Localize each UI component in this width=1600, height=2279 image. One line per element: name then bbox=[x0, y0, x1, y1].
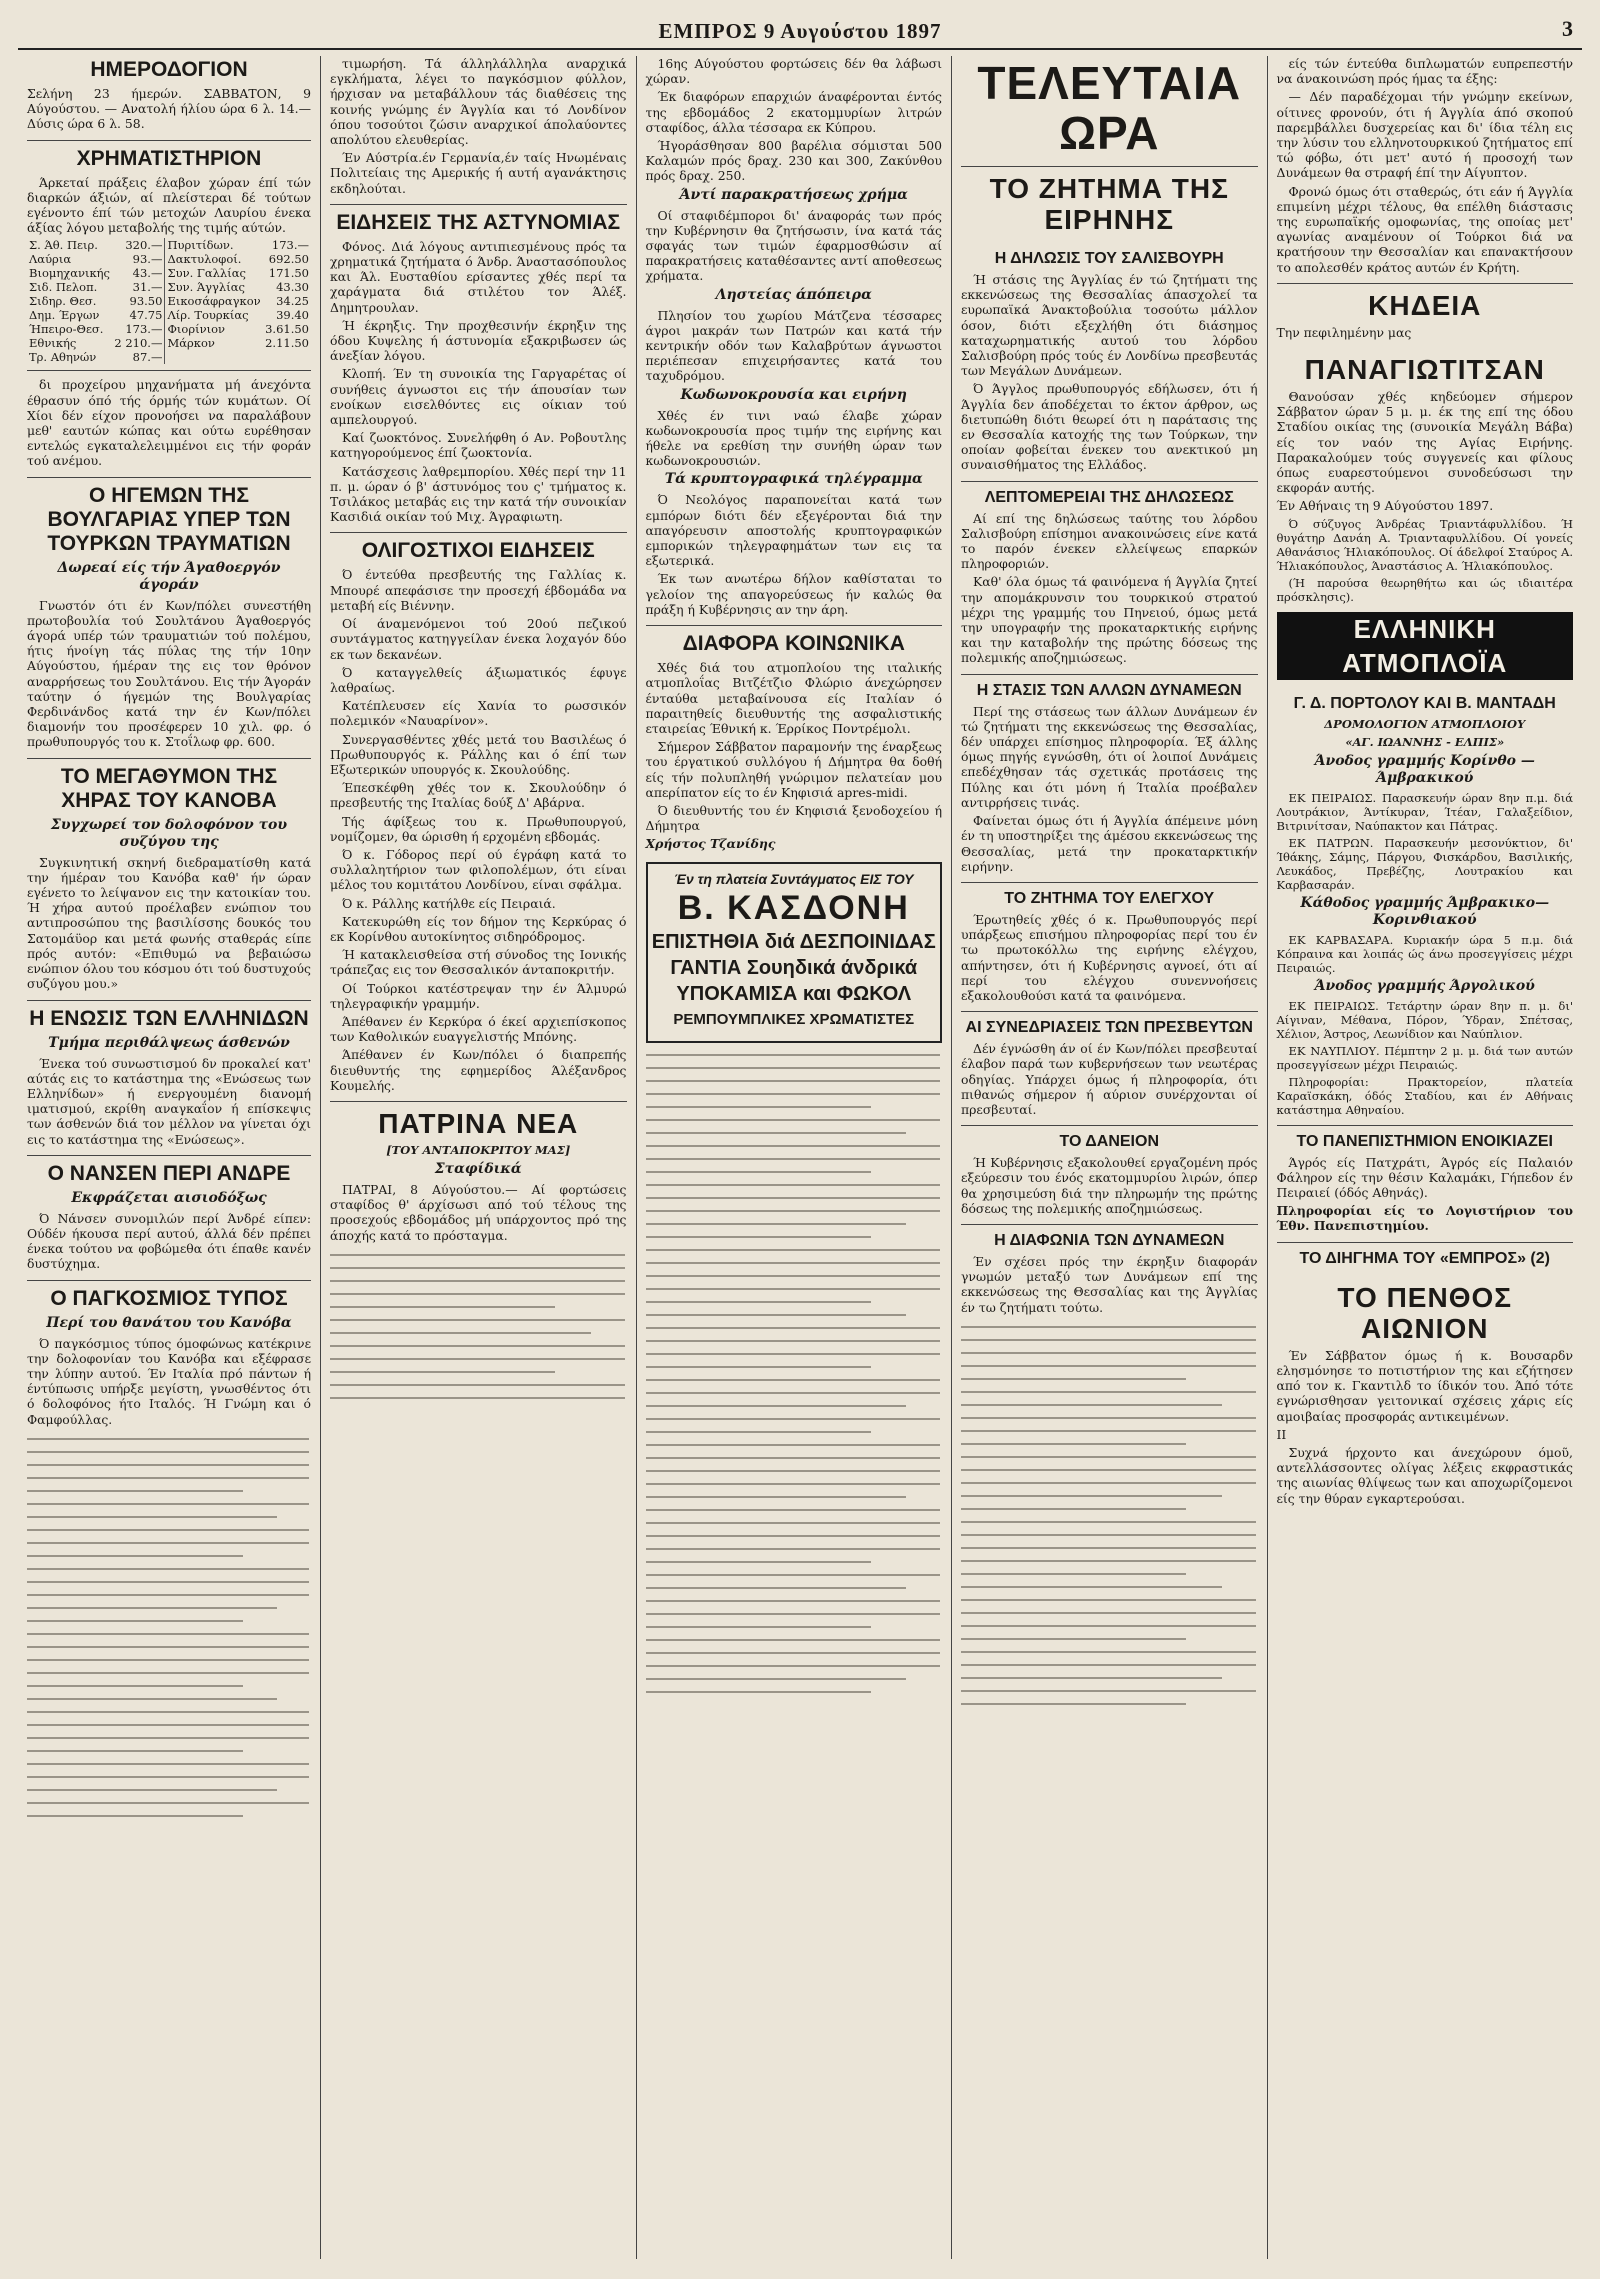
exchange-row bbox=[27, 350, 311, 364]
exchange-price bbox=[263, 350, 311, 364]
masthead bbox=[18, 14, 1582, 50]
heading-statement-details: ΛΕΠΤΟΜΕΡΕΙΑΙ ΤΗΣ ΔΗΛΩΣΕΩΣ bbox=[961, 481, 1258, 507]
exchange-price: 47.75 bbox=[112, 308, 165, 322]
heading-nansen: Ο ΝΑΝΣΕΝ ΠΕΡΙ ΑΝΔΡΕ bbox=[27, 1155, 311, 1186]
article-text: Δέν έγνώσθη άν οί έν Κων/πόλει πρεσβευταί έλαβον παρά των κυβερνήσεων των νεωτέρας οδηγίας. Υπάρχει όμως ή πληροφορία, ότι πιθανώς σήμερον ή αύριον συνέρχονται οί πρεσβευταί. bbox=[961, 1041, 1258, 1117]
article-text: Άγρός είς Πατχράτι, Άγρός είς Παλαιόν Φάληρον είς την θέσιν Καλαμάκι, Γήπεδον έν Πειραιεί (όδός Αθηνάς). bbox=[1276, 1154, 1573, 1201]
exchange-row bbox=[27, 322, 311, 336]
brief-item: Ό καταγγελθείς άξιωματικός έφυγε λαθραίως. bbox=[330, 664, 627, 695]
exchange-name: Πυριτίδων. bbox=[167, 238, 234, 253]
exchange-price: 31.— bbox=[112, 280, 165, 294]
article-text: Γνωστόν ότι έν Κων/πόλει συνεστήθη πρωτοβουλία τού Σουλτάνου Άγαθοεργός άγορά υπέρ τών τραυματιών τού πολέμου, ήτις ήνοίγη τάς πύλας της τήν 10ην Αύγούστου, ήμέραν της εις τον θρόνον αναρρήσεως του Σουλτάνου. Εις τήν Άγοράν ταύτην ό ήγεμών της Βουλγαρίας Φερδινάνδος κατά την έν Κων/πόλει διαμονήν του προσέφερεν 10 χιλ. φρ. ό πρωθυπουργός του κ. Στοΐλωφ φρ. 600. bbox=[27, 597, 311, 750]
exchange-price: 43.— bbox=[112, 266, 165, 280]
article-text: Οί σταφιδέμποροι δι' άναφοράς των πρός την Κυβέρνησιν θα ζητήσωσιν, ίνα κατά τάς σφαγάς των τιμών έφαρμοσθώσιν αί παρακρατήσεις καταθέσαντες αντί αποθεσεως χρήματα. bbox=[645, 207, 942, 284]
brief-item: Κατεκυρώθη είς τον δήμον της Κερκύρας ό εκ Κορίνθου αυτοκίνητος σιδηρόδρομος. bbox=[330, 913, 627, 944]
article-text: τιμωρήση. Τά άλληλάλληλα αναρχικά εγκλήματα, λέγει το παγκόσμιον φύλλον, ήρχισαν να μεταβάλλουν τάς διαθέσεις της κοινής γνώμης έν Άγγλία και τό Λονδίνον όπου τοσούτοι ζώσιν αναρχικοί άπολαύοντες απολύτου ελευθερίας. bbox=[330, 56, 627, 148]
heading-eternal-mourning: ΤΟ ΠΕΝΘΟΣ ΑΙΩΝΙΟΝ bbox=[1337, 1281, 1513, 1344]
subheading-schedule: ΔΡΟΜΟΛΟΓΙΟΝ ΑΤΜΟΠΛΟΙΟΥ bbox=[1324, 716, 1526, 731]
heading-police-news: ΕΙΔΗΣΕΙΣ ΤΗΣ ΑΣΤΥΝΟΜΙΑΣ bbox=[330, 204, 627, 235]
exchange-name: Βιομηχανικής bbox=[29, 266, 110, 281]
route-item: ΕΚ ΠΑΤΡΩΝ. Παρασκευήν μεσονύκτιον, δι' Ίθάκης, Σάμης, Πάργου, Φισκάρδου, Βασιλικής, Λευκάδος, Πρεβέζης, Λουτρακίου και Καρβασαράν. bbox=[1276, 835, 1573, 892]
signature: Χρήστος Τζανίδης bbox=[645, 836, 776, 852]
subheading-patients: Τμήμα περιθάλψεως άσθενών bbox=[48, 1034, 290, 1051]
exchange-name: Δημ. Έργων bbox=[29, 308, 100, 323]
article-text: Έν Αύστρία.έν Γερμανία,έν ταίς Ηνωμέναις Πολιτείαις της Αμερικής ή αυτή αγανάκτησις εκδηλούται. bbox=[330, 150, 627, 196]
article-text: δι προχείρου μηχανήματα μή άνεχόντα έθρασυν όπό τής όρμής τών κυμάτων. Οί Χίοι δέν είχον προνοήσει να παραλάβουν μεθ' εαυτών κώπας και ούτω ευρέθησαν εντελώς εγκαταλελειμμένοι εις τήν φοράν τού ανέμου. bbox=[27, 377, 311, 469]
article-text: Ό διευθυντής του έν Κηφισιά ξενοδοχείου ή Δήμητρα bbox=[645, 802, 942, 834]
heading-funeral: ΚΗΔΕΙΑ bbox=[1277, 283, 1574, 321]
brief-item: Κατέπλευσεν είς Χανία το ρωσσικόν πολεμικόν «Ναυαρίνον». bbox=[330, 698, 627, 729]
exchange-price: 2.11.50 bbox=[265, 336, 309, 351]
brief-item: Συνεργασθέντες χθές μετά του Βασιλέως ό Πρωθυπουργός κ. Ράλλης και ό έπί των Εξωτερικών υπουργός κ. Σκουλούδης. bbox=[330, 731, 627, 777]
article-text: Χθές διά του ατμοπλοίου της ιταλικής ατμοπλοΐας Βιτζέτζιο Φλώριο άνεχώρησεν ένταύθα μεταβαίνουσα είς Ιταλίαν ό παραιτηθείς διευθυντής της ασφαλιστικής εταιρείας Έθνική κ. Έρρίκος Ποντρέμολι. bbox=[645, 660, 942, 736]
brief-item: Άπέθανεν έν Κων/πόλει ό διαπρεπής διευθυντής της εφημερίδος Άλέξανδρος Κουμελής. bbox=[330, 1047, 627, 1093]
exchange-row bbox=[27, 294, 311, 308]
calendar-text: Σελήνη 23 ήμερών. ΣΑΒΒΑΤΟΝ, 9 Αύγούστου. — Ανατολή ήλίου ώρα 6 λ. 14.— Δύσις ώρα 6 λ. 58. bbox=[27, 86, 311, 132]
banner-greek-steamship: ΕΛΛΗΝΙΚΗ ΑΤΜΟΠΛΟΪΑ bbox=[1277, 612, 1574, 680]
heading-serial-story: ΤΟ ΔΙΗΓΗΜΑ ΤΟΥ «ΕΜΠΡΟΣ» (2) bbox=[1277, 1242, 1574, 1268]
exchange-table bbox=[27, 238, 311, 364]
text-continuation bbox=[961, 1326, 1258, 1705]
brief-item: Οί Τούρκοι κατέστρεψαν την έν Άλμυρώ τηλεγραφικήν γραμμήν. bbox=[330, 980, 627, 1011]
article-text: Φόνος. Διά λόγους αντιπιεσμένους πρός τα χρηματικά ζητήματα ό Άνδρ. Άναστασόπουλος και Άλ. Ευσταθίου ερίσαντες χθές περί τα χαράγματα διά στιλέτου τον Άλέξ. Δημητρουλαν. bbox=[330, 238, 627, 315]
heading-ambassadors: ΑΙ ΣΥΝΕΔΡΙΑΣΕΙΣ ΤΩΝ ΠΡΕΣΒΕΥΤΩΝ bbox=[961, 1011, 1258, 1037]
article-text: Ή στάσις της Άγγλίας έν τώ ζητήματι της εκκενώσεως της Θεσσαλίας άπασχολεί τα ευρωπαϊκά Άνακτοβούλια τοσούτω μάλλον όσον, διότι εξεχλήθη ότι διάσημος καταχωρηματικής αυτού του λόρδου Σαλισβούρη πρός τούς έν Λονδίνω πρεσβευτάς των Μεγάλων Δυνάμεων. bbox=[961, 272, 1258, 379]
exchange-row bbox=[27, 308, 311, 322]
brief-item: Άπέθανεν έν Κερκύρα ό έκεί αρχιεπίσκοπος των Καθολικών ευαγγελιστής Μπόνης. bbox=[330, 1013, 627, 1045]
heading-canovas-widow: ΤΟ ΜΕΓΑΘΥΜΟΝ ΤΗΣ ΧΗΡΑΣ ΤΟΥ ΚΑΝΟΒΑ bbox=[27, 758, 311, 813]
exchange-name: Σιδηρ. Θεσ. bbox=[29, 294, 97, 309]
route-item: ΕΚ ΠΕΙΡΑΙΩΣ. Παρασκευήν ώραν 8ην π.μ. διά Λουτράκιον, Άντίκυραν, Ίτέαν, Γαλαξείδιον, Βιτρινίτσαν, Ναύπακτον και Πάτρας. bbox=[1276, 790, 1573, 833]
article-text: Ένεκα τού συνωστισμού δν προκαλεί κατ' αύτάς εις το κατάστημα της «Ενώσεως των Ελληνίδων» ή ενεργουμένη διανομή ιματισμού, εκρίθη αναγκαΐον ή επίσκεψις των άσθενών διά τον μέλλον να γίνεται όχι εις το κατάστημα της «Ενώσεως». bbox=[27, 1055, 311, 1147]
exchange-price: 93.— bbox=[112, 252, 165, 266]
subheading-canovas-death: Περί του θανάτου του Κανόβα bbox=[46, 1314, 292, 1331]
subheading-correspondent: [ΤΟΥ ΑΝΤΑΠΟΚΡΙΤΟΥ ΜΑΣ] bbox=[386, 1142, 571, 1157]
exchange-name: Συν. Άγγλίας bbox=[167, 280, 245, 295]
article-text: Ήγοράσθησαν 800 βαρέλια σόμισται 500 Καλαμών πρός δραχ. 230 και 300, Ζακύνθου πρός δραχ. 250. bbox=[645, 138, 942, 184]
article-text: Καί ζωοκτόνος. Συνελήφθη ό Αν. Ροβουτλης κατηγορούμενος έπί ζωοκτονία. bbox=[330, 430, 627, 461]
brief-item: Τής άφίξεως του κ. Πρωθυπουργού, νομίζομεν, θα ώρισθη ή ερχομένη εβδομάς. bbox=[330, 813, 627, 844]
route-item: ΕΚ ΠΕΙΡΑΙΩΣ. Τετάρτην ώραν 8ην π. μ. δι' Αίγιναν, Μέθανα, Πόρον, Ύδραν, Σπέτσας, Χέλιον, Άστρος, Λεωνίδιον και Ναύπλιον. bbox=[1276, 998, 1573, 1041]
brief-item: Ό κ. Ράλλης κατήλθε είς Πειραιά. bbox=[342, 895, 556, 911]
subheading-currants: Σταφίδικά bbox=[434, 1160, 522, 1177]
exchange-price: 171.50 bbox=[268, 266, 309, 281]
article-text: Ό Άγγλος πρωθυπουργός εδήλωσεν, ότι ή Άγγλία δεν άποδέχεται το έκτον άρθρον, ως διετυπώθη διότι θεωρεί ότι η παράτασις της εν Θεσσαλία κατοχής της των Τούρκων, την οποίαν φοβείται ένεκεν του ανεκτικού μη συναισθήματος της Ελλάδος. bbox=[961, 381, 1258, 473]
exchange-row bbox=[27, 280, 311, 294]
exchange-name: Λαύρια bbox=[29, 252, 72, 267]
article-text: είς τών έντεύθα διπλωματών ευπρεπεστήν να άνακοινώση πρός ήμας τα έξης: bbox=[1276, 56, 1573, 87]
advertisement-kasdoni bbox=[646, 862, 943, 1043]
exchange-row bbox=[27, 336, 311, 350]
route-info: Πληροφορίαι: Πρακτορείον, πλατεία Καραϊσκάκη, όδός Σταδίου, και έν Αθήναις κατάστημα Αθηναίου. bbox=[1276, 1074, 1573, 1117]
story-text: Συχνά ήρχοντο και άνεχώρουν όμοῦ, αντελλάσσοντες ολίγας λέξεις εκφραστικάς της αιωνίας θλίψεως των και αποχωρίζομενοι είς την θύραν εγκαρτερούσαι. bbox=[1276, 1444, 1573, 1506]
ad-line: ΥΠΟΚΑΜΙΣΑ και ΦΩΚΟΛ bbox=[676, 982, 912, 1005]
exchange-price: 320.— bbox=[112, 238, 165, 252]
subheading-route-up: Άνοδος γραμμής Κορίνθο — Άμβρακικού bbox=[1314, 752, 1535, 786]
article-text: Πλησίον του χωρίου Μάτζενα τέσσαρες άγροι μακράν των Πατρών και κατά τήν κεντρικήν οδόν των Καλαβρύτων άγνωστοι περιέπεσαν επιχειρήσαντες κατά του ταχυδρόμου. bbox=[645, 307, 942, 384]
funeral-date: Έν Αθήναις τη 9 Αύγούστου 1897. bbox=[1276, 498, 1494, 514]
exchange-name: Σιδ. Πελοπ. bbox=[29, 280, 98, 295]
exchange-price: 692.50 bbox=[268, 252, 309, 267]
exchange-name: Δακτυλοφοί. bbox=[167, 252, 242, 267]
heading-shipping-company: Γ. Δ. ΠΟΡΤΟΛΟΥ ΚΑΙ Β. ΜΑΝΤΑΔΗ bbox=[1293, 694, 1556, 712]
article-text: Περί της στάσεως των άλλων Δυνάμεων έν τώ ζητήματι της εκκενώσεως της Θεσσαλίας, δέν υπάρχει επίσημος πληροφορία. Έξ άλλης όμως πηγής εγνώσθη, ότι οί λοιποί Δυνάμεις επεδέχθησαν τάς σχετικάς προτάσεις της Πύλης και ότι μόνη ή Ίταλία προέβαλεν αντιρρήσεις τινάς. bbox=[961, 703, 1258, 810]
text-continuation bbox=[646, 1054, 943, 1693]
article-text: Έκ των ανωτέρω δήλον καθίσταται το γελοίον της απαγορεύσεως ήν καλώς θα πράξη ή Κυβέρνησις αν την άρη. bbox=[645, 571, 942, 617]
exchange-name: Τρ. Αθηνών bbox=[29, 350, 97, 365]
heading-brief-news: ΟΛΙΓΟΣΤΙΧΟΙ ΕΙΔΗΣΕΙΣ bbox=[330, 532, 627, 563]
exchange-price: 34.25 bbox=[276, 294, 309, 309]
exchange-name: Συν. Γαλλίας bbox=[167, 266, 246, 281]
subheading-optimistic: Εκφράζεται αισιοδόξως bbox=[71, 1189, 267, 1206]
brief-item: Έπεσκέφθη χθές τον κ. Σκουλούδην ό πρεσβευτής της Ιταλίας δούξ Δ' Αβάρνα. bbox=[330, 780, 627, 811]
ad-shop-name: Β. ΚΑΣΔΟΝΗ bbox=[677, 888, 910, 927]
heading-other-powers: Η ΣΤΑΣΙΣ ΤΩΝ ΑΛΛΩΝ ΔΥΝΑΜΕΩΝ bbox=[961, 674, 1258, 700]
exchange-row bbox=[27, 252, 311, 266]
subheading-route-down: Κάθοδος γραμμής Άμβρακικο—Κορινθιακού bbox=[1300, 894, 1550, 928]
exchange-name: Φιορίνιον bbox=[167, 322, 225, 337]
heading-social: ΔΙΑΦΟΡΑ ΚΟΙΝΩΝΙΚΑ bbox=[646, 625, 943, 656]
article-text: Έκ διαφόρων επαρχιών άναφέρονται έντός της εβδομάδος 2 εκατομμυρίων λιτρών σταφίδος, άλλα τέσσαρα εκ Κύπρου. bbox=[645, 89, 942, 135]
funeral-intro: Την πεφιλημένην μας bbox=[1276, 324, 1412, 340]
heading-deceased-name: ΠΑΝΑΓΙΩΤΙΤΣΑΝ bbox=[1304, 354, 1545, 386]
column-3 bbox=[636, 56, 952, 2259]
ad-line: ΓΑΝΤΙΑ Σουηδικά άνδρικά bbox=[670, 956, 918, 979]
exchange-price: 173.— bbox=[271, 238, 309, 253]
funeral-text: Θανούσαν χθές κηδεύομεν σήμερον Σάββατον ώραν 5 μ. μ. έκ της επί της όδου Σταδίου οικίας της (συνοικία Μεγάλη Βάβα) είς τον ναόν της Αγίας Ειρήνης. Παρακαλούμεν τούς συγγενείς και φίλους όπως ευαρεστούμενοι συνοδεύσωσι την εκφοράν αυτής. bbox=[1276, 389, 1573, 496]
route-item: ΕΚ ΚΑΡΒΑΣΑΡΑ. Κυριακήν ώρα 5 π.μ. διά Κόπραινα και λοιπάς ώς άνω προσεγγίσεις μέχρι Πειραιώς. bbox=[1276, 932, 1573, 975]
article-text: Έν σχέσει πρός την έκρηξιν διαφοράν γνωμών μεταξύ των Δυνάμεων επί της εκκενώσεως της Θεσσαλίας και της Άγγλίας έν τω ζητήματι τούτω. bbox=[961, 1253, 1258, 1315]
page-number: 3 bbox=[1562, 16, 1574, 41]
article-text: Ό παγκόσμιος τύπος όμοφώνως κατέκρινε την δολοφονίαν του Κανόβα και εξέφρασε την λύπην αυτού. Έν Ιταλία πρό πάντων ή έντύπωσις υπήρξε μεγίστη, γνωσθέντος ότι ό δολοφόνος ήτο Ιταλός. Ή Γνώμη και ό Φαμφούλλας. bbox=[27, 1335, 311, 1427]
heading-loan: ΤΟ ΔΑΝΕΙΟΝ bbox=[961, 1125, 1258, 1151]
exchange-name: Λίρ. Τουρκίας bbox=[167, 308, 249, 323]
exchange-price: 93.50 bbox=[112, 294, 165, 308]
exchange-row bbox=[27, 266, 311, 280]
heading-control-question: ΤΟ ΖΗΤΗΜΑ ΤΟΥ ΕΛΕΓΧΟΥ bbox=[961, 882, 1258, 908]
subheading-money: Άντί παρακρατήσεως χρήμα bbox=[679, 186, 908, 203]
article-text: — Δέν παραδέχομαι τήν γνώμην εκείνων, οίτινες φρονούν, ότι ή Άγγλία άπό σκοπού παρεμβάλλει δυσχερείας και δι' ίδια τέλη εις την λύσιν του ελληνοτουρκικού ζητήματος επί τώ φόβω, ότι μετ' αυτό ή προσοχή των Δυνάμεων θα στραφή έπί την Αίγυπτον. bbox=[1276, 89, 1573, 181]
exchange-price: 3.61.50 bbox=[265, 322, 309, 337]
article-text: Φρονώ όμως ότι σταθερώς, ότι εάν ή Άγγλία επιμείνη μέχρι τέλους, θα επέλθη διάστασις της ευρωπαϊκής ομοφωνίας, της οποίας μετ' αγωνίας αναμένουν οί Τούρκοι διά να κρατήσουν την Θεσσαλίαν και επανακτήσουν το απολεσθέν κράτος αυτών έν Κρήτη. bbox=[1276, 183, 1573, 275]
column-2 bbox=[320, 56, 636, 2259]
subheading-cipher-telegrams: Τά κρυπτογραφικά τηλέγραμμα bbox=[664, 471, 923, 488]
info-line: Πληροφορίαι είς το Λογιστήριον του Έθν. Πανεπιστημίου. bbox=[1276, 1203, 1573, 1234]
article-text: Ό Νεολόγος παραπονείται κατά των εμπόρων διότι δέν εξεγέρονται διά την απαγόρευσιν αποστολής κρυπτογραφικών εμπορικών τηλεγραφημάτων των εις τα εξωτερικά. bbox=[645, 492, 942, 569]
exchange-price: 43.30 bbox=[276, 280, 309, 295]
article-text: Συγκινητική σκηνή διεδραματίσθη κατά την ήμέραν του Κανόβα καθ' ήν ώραν εγένετο το λείψανον εις την κατοικίαν του. Ή χήρα αυτού προέλαβεν ενώπιον του αντιπροσώπου της βασιλίσσης δουκός του Σατομάϋορ και μετά φωνής σταθεράς είπε πρός αυτόν: «Επιθυμώ να βεβαιώσω ενώπιον όλου του κόσμου ότι τού δυστυχούς συζύγου μου.» bbox=[27, 854, 311, 992]
heading-world-press: Ο ΠΑΓΚΟΣΜΙΟΣ ΤΥΠΟΣ bbox=[27, 1280, 311, 1311]
heading-last-hour: ΤΕΛΕΥΤΑΙΑ ΩΡΑ bbox=[977, 57, 1242, 159]
article-text: Κλοπή. Έν τη συνοικία της Γαργαρέτας οί συνήθεις άγνωστοι εις τήν άπουσίαν των ενοίκων εισελθόντες εις οίκιαν τού αμπελουργού. bbox=[330, 366, 627, 428]
exchange-name: Εικοσάφραγκον bbox=[167, 294, 261, 309]
article-text: ΠΑΤΡΑΙ, 8 Αύγούστου.— Αί φορτώσεις σταφίδος θ' άρχίσωσι από τού τέλους της προσεχούς εβδομάδος μή υπάρχοντος πρό της άποχής κατά το πρόσταγμα. bbox=[330, 1181, 627, 1243]
exchange-name bbox=[165, 350, 263, 364]
story-text: Έν Σάββατον όμως ή κ. Βουσαρδν ελησμόνησε το ποτιστήριον της και εζήτησεν από τον κ. Γκαντιλδ το ίδικόν του. Άπό τότε εγνώρισθησαν γειτονικαί σχέσεις χάρις είς αμοιβαίας προσφοράς αντικειμένων. bbox=[1276, 1347, 1573, 1424]
column-1 bbox=[18, 56, 320, 2259]
exchange-name: Ήπειρο-Θεσ. bbox=[29, 322, 104, 337]
exchange-name: Εθνικής bbox=[29, 336, 77, 351]
article-text: Κατάσχεσις λαθρεμπορίου. Χθές περί την 11 π. μ. ώραν ό β' άστυνόμος του ς' τμήματος κ. Τσιλάκος μεταβάς εις την κατά τήν συνοικίαν Κασιδιά οικίαν τού Μιχ. Άγραφιωτη. bbox=[330, 463, 627, 525]
heading-peace-question: ΤΟ ΖΗΤΗΜΑ ΤΗΣ ΕΙΡΗΝΗΣ bbox=[961, 166, 1258, 235]
article-text: Ό Νάνσεν συνομιλών περί Άνδρέ είπεν: Ούδέν ήκουσα περί αυτού, άλλά δέν πρέπει ένεκα τούτου να φοβώμεθα ότι έπαθε κανέν δυστύχημα. bbox=[27, 1210, 311, 1272]
column-4 bbox=[951, 56, 1267, 2259]
article-text: Έρωτηθείς χθές ό κ. Πρωθυπουργός περί υπάρξεως επισήμου πληροφορίας περί του έν τω πρωτοκόλλω της ειρήνης ελέγχου, απήντησεν, ότι ή Κυβέρνησις αγνοεί, ότι αί περί του ελέγχου συνεννοήσεις εξακολουθούσι κατά τα φαινόμενα. bbox=[961, 911, 1258, 1003]
article-text: Καθ' όλα όμως τά φαινόμενα ή Άγγλία ζητεί την απομάκρυνσιν του τουρκικού στρατού μέχρι της γραμμής του Πηνειού, όμως μετά την υπογραφήν της προκαταρκτικής ειρήνης και την καταβολήν της πρώτης δόσεως της πολεμικής αποζημιώσεως. bbox=[961, 574, 1258, 666]
heading-salisbury-statement: Η ΔΗΛΩΣΙΣ ΤΟΥ ΣΑΛΙΣΒΟΥΡΗ bbox=[994, 250, 1224, 267]
heading-calendar: ΗΜΕΡΟΔΟΓΙΟΝ bbox=[90, 58, 248, 81]
subheading-route-argolic: Άνοδος γραμμής Άργολικού bbox=[1314, 977, 1535, 994]
column-5 bbox=[1267, 56, 1583, 2259]
exchange-name: Μάρκον bbox=[167, 336, 215, 351]
brief-item: Ό έντεύθα πρεσβευτής της Γαλλίας κ. Μπουρέ απεφάσισε την προσεχή έβδομάδα να μεταβή είς Βιέννην. bbox=[330, 567, 627, 613]
funeral-note: (Ή παρούσα θεωρηθήτω και ώς ιδιαιτέρα πρόσκλησις). bbox=[1276, 575, 1573, 604]
brief-item: Οί άναμενόμενοι τού 20ού πεζικού συντάγματος κατηγγείλαν ένεκα λοχαγόν δύο εκ των δεκανέων. bbox=[330, 616, 627, 662]
exchange-price: 87.— bbox=[112, 350, 165, 364]
text-continuation bbox=[27, 1438, 311, 1817]
story-chapter: II bbox=[1276, 1426, 1287, 1442]
heading-patras-news: ΠΑΤΡΙΝΑ ΝΕΑ bbox=[330, 1101, 627, 1139]
subheading-forgives: Συγχωρεί τον δολοφόνον του συζύγου της bbox=[50, 816, 288, 850]
exchange-price: 39.40 bbox=[276, 308, 309, 323]
article-text: Σήμερον Σάββατον παραμονήν της έναρξεως του έργατικού συλλόγου ή Δήμητρα θα δοθή είς τήν πολυπληθή γνώριμον πελατείαν μου απερίπατον είς το έν Κηφισιά apres-midi. bbox=[645, 739, 942, 800]
heading-university-rents: ΤΟ ΠΑΝΕΠΙΣΤΗΜΙΟΝ ΕΝΟΙΚΙΑΖΕΙ bbox=[1277, 1125, 1574, 1151]
route-item: ΕΚ ΝΑΥΠΛΙΟΥ. Πέμπτην 2 μ. μ. διά των αυτών προσεγγίσεων μέχρι Πειραιώς. bbox=[1276, 1043, 1573, 1072]
text-continuation bbox=[330, 1254, 627, 1399]
heading-union-of-greek-women: Η ΕΝΩΣΙΣ ΤΩΝ ΕΛΛΗΝΙΔΩΝ bbox=[27, 1000, 311, 1031]
article-text: Φαίνεται όμως ότι ή Άγγλία άπέμεινε μόνη έν τη υποστηρίξει της άμέσου εκκενώσεως της Θεσσαλίας, μετά την προκαταρκτικήν ειρήνην. bbox=[961, 813, 1258, 874]
article-text: 16ης Αύγούστου φορτώσεις δέν θα λάβωσι χώραν. bbox=[645, 56, 942, 87]
article-text: Αί επί της δηλώσεως ταύτης του λόρδου Σαλισβούρη επίσημοι ανακοινώσεις είνε κατά το παρόν ένεκεν ελλείψεως επαρκών πληροφοριών. bbox=[961, 510, 1258, 572]
brief-item: Ή κατακλεισθείσα στή σύνοδος της Ιονικής τράπεζας εις τον Θεσσαλικόν άνταποκριτήν. bbox=[330, 947, 627, 978]
article-text: Χθές έν τινι ναώ έλαβε χώραν κωδωνοκρουσία προς τιμήν της ειρήνης και ήθελε να ερεθίση την συνήθη ώραν των κωδωνοκρουσιών. bbox=[645, 407, 942, 469]
subheading-robbery: Ληστείας άπόπειρα bbox=[715, 286, 872, 303]
exchange-name: Σ. Άθ. Πειρ. bbox=[29, 238, 98, 253]
subheading-bells: Κωδωνοκρουσία και ειρήνη bbox=[680, 386, 907, 403]
heading-powers-disagreement: Η ΔΙΑΦΩΝΙΑ ΤΩΝ ΔΥΝΑΜΕΩΝ bbox=[961, 1224, 1258, 1250]
heading-bulgaria: Ο ΗΓΕΜΩΝ ΤΗΣ ΒΟΥΛΓΑΡΙΑΣ ΥΠΕΡ ΤΩΝ ΤΟΥΡΚΩΝ ΤΡΑΥΜΑΤΙΩΝ bbox=[27, 477, 311, 556]
ad-line: ΡΕΜΠΟΥΜΠΛΙΚΕΣ ΧΡΩΜΑΤΙΣΤΕΣ bbox=[673, 1010, 915, 1028]
exchange-price: 2 210.— bbox=[112, 336, 165, 350]
exchange-text: Άρκεταί πράξεις έλαβον χώραν έπί τών διαρκών άξιών, αί πλείστεραι δέ τούτων εγένοντο έπί τών μετοχών Λαυρίου ένεκα άξίας λόγου μεταβολής της τιμής αύτών. bbox=[27, 174, 311, 236]
masthead-title: ΕΜΠΡΟΣ 9 Αυγούστου 1897 bbox=[658, 18, 942, 43]
article-text: Ή έκρηξις. Την προχθεσινήν έκρηξιν της όδου Κυψελης ή άστυνομία εξακριβωσεν ώς άνεξίαν λόγου. bbox=[330, 317, 627, 364]
subheading-ship-name: «ΑΓ. ΙΩΑΝΝΗΣ - ΕΛΠΙΣ» bbox=[1345, 734, 1505, 749]
heading-stock-exchange: ΧΡΗΜΑΤΙΣΤΗΡΙΟΝ bbox=[27, 140, 311, 171]
exchange-row bbox=[27, 238, 311, 252]
brief-item: Ό κ. Γόδορος περί ού έγράφη κατά το συλλαλητήριον των φιλοπολέμων, ότι είναι μέλος του κομιτάτου Λονδίνου, είναι σφάλμα. bbox=[330, 846, 627, 893]
exchange-price: 173.— bbox=[112, 322, 165, 336]
ad-line: ΕΠΙΣΤΗΘΙΑ διά ΔΕΣΠΟΙΝΙΔΑΣ bbox=[651, 930, 936, 953]
ad-location: Έν τη πλατεία Συντάγματος ΕΙΣ ΤΟΥ bbox=[673, 870, 914, 887]
article-text: Ή Κυβέρνησις εξακολουθεί εργαζομένη πρός εξεύρεσιν του ένός εκατομμυρίου λιρών, όπερ θα χρησιμεύση διά την πληρωμήν της πρώτης δόσεως της πολεμικής αποζημιώσεως. bbox=[961, 1155, 1258, 1216]
subheading-donations: Δωρεαί είς τήν Άγαθοεργόν άγοράν bbox=[57, 559, 281, 593]
funeral-relatives: Ό σύζυγος Άνδρέας Τριαντάφυλλίδου. Ή θυγάτηρ Δανάη Α. Τριανταφυλλίδου. Οί γονείς Αθανάσιος Ήλιακόπουλος. Οί άδελφοί Σταύρος Α. Ήλιακόπουλος, Άναστάσιος Α. Ήλιακόπουλος. bbox=[1276, 516, 1573, 573]
columns bbox=[18, 56, 1582, 2259]
